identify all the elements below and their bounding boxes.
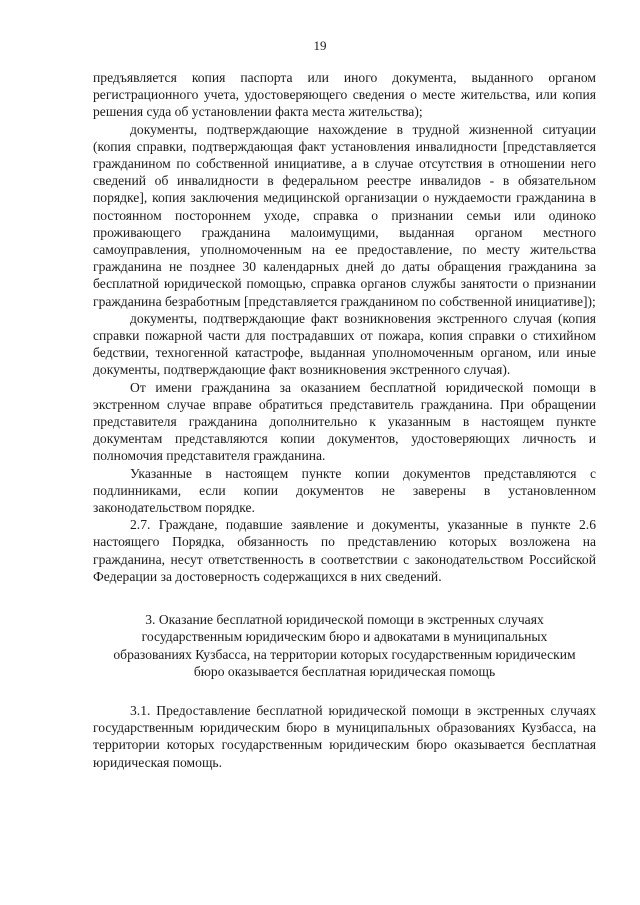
paragraph-copies-originals: Указанные в настоящем пункте копии документов представляются с подлинниками, если копии документов не заверены в установленном законодательством порядке.	[93, 465, 596, 516]
page-body	[93, 69, 596, 771]
section-heading: 3. Оказание бесплатной юридической помощи в экстренных случаях государственным юридическим бюро и адвокатами в муниципальных образованиях Кузбасса, на территории которых государственным юридическим бюро оказывается бесплатная юридическая помощь	[113, 612, 576, 679]
paragraph-passport-copy: предъявляется копия паспорта или иного документа, выданного органом регистрационного учета, удостоверяющего сведения о месте жительства, или копия решения суда об установлении факта места жительства);	[93, 70, 596, 120]
paragraph-hardship-documents: документы, подтверждающие нахождение в трудной жизненной ситуации (копия справки, подтверждающая факт установления инвалидности [представляется гражданином по собственной инициативе, а в случае отсутствия в отношении него сведений об инвалидности в федеральном реестре инвалидов - в обязательном порядке], копия заключения медицинской организации о нуждаемости гражданина в постоянном постороннем уходе, справка о признании семьи или одиноко проживающего гражданина малоимущими, выданная органом местного самоуправления, уполномоченным на ее предоставление, по месту жительства гражданина не позднее 30 календарных дней до даты обращения гражданина за бесплатной юридической помощью, справка органов службы занятости о признании гражданина безработным [представляется гражданином по собственной инициативе]);	[93, 121, 596, 309]
paragraph-representative: От имени гражданина за оказанием бесплатной юридической помощи в экстренном случае вправе обратиться представитель гражданина. При обращении представителя гражданина дополнительно к указанным в настоящем пункте документам представляются копии документов, удостоверяющих личность и полномочия представителя гражданина.	[93, 379, 596, 464]
paragraph-clause-2-7: 2.7. Граждане, подавшие заявление и документы, указанные в пункте 2.6 настоящего Порядка, обязанность по представлению которых возложена на гражданина, несут ответственность в соответствии с законодательством Российской Федерации за достоверность содержащихся в них сведений.	[93, 517, 596, 584]
paragraph-emergency-documents: документы, подтверждающие факт возникновения экстренного случая (копия справки пожарной части для пострадавших от пожара, копия справки о стихийном бедствии, техногенной катастрофе, выданная уполномоченным органом, или иные документы, подтверждающие факт возникновения экстренного случая).	[93, 310, 596, 378]
paragraph-clause-3-1: 3.1. Предоставление бесплатной юридической помощи в экстренных случаях государственным юридическим бюро в муниципальных образованиях Кузбасса, на территории которых государственным юридическим бюро оказывается бесплатная юридическая помощь.	[93, 702, 596, 770]
page-number: 19	[313, 38, 327, 53]
